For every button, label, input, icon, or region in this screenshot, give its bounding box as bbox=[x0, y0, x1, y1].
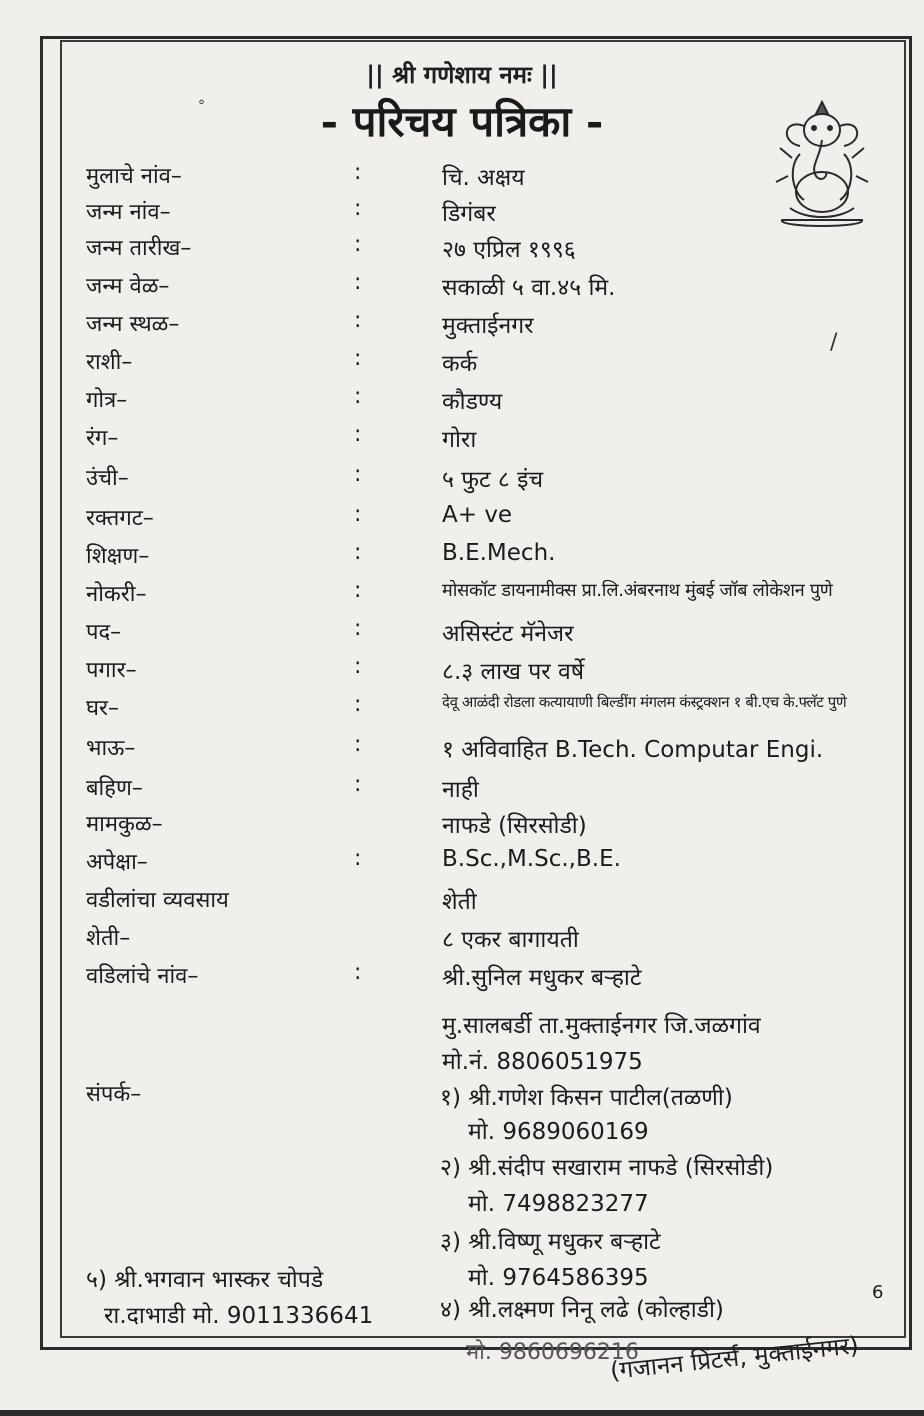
detail-row bbox=[0, 462, 924, 496]
detail-separator: : bbox=[354, 732, 362, 757]
detail-value: कर्क bbox=[442, 351, 478, 377]
detail-separator: : bbox=[354, 346, 362, 371]
detail-label: मुलाचे नांव– bbox=[86, 164, 182, 189]
detail-separator: : bbox=[354, 502, 362, 527]
detail-value: नाही bbox=[442, 777, 479, 803]
document-title: - परिचय पत्रिका - bbox=[320, 97, 604, 146]
detail-value: २७ एप्रिल १९९६ bbox=[442, 237, 576, 263]
detail-value: ५ फुट ८ इंच bbox=[442, 467, 544, 493]
detail-label: उंची– bbox=[86, 466, 129, 491]
detail-label: जन्म तारीख– bbox=[86, 236, 192, 261]
detail-value: सकाळी ५ वा.४५ मि. bbox=[442, 275, 616, 301]
detail-separator: : bbox=[354, 422, 362, 447]
detail-label: जन्म स्थळ– bbox=[86, 312, 180, 337]
detail-row bbox=[0, 308, 924, 342]
detail-value: देवू आळंदी रोडला कत्यायाणी बिल्डींग मंगलम कंस्ट्रक्शन १ बी.एच के.फ्लॅट पुणे bbox=[442, 693, 847, 711]
detail-value: शेती bbox=[442, 889, 477, 915]
detail-label: शेती– bbox=[86, 926, 131, 951]
detail-value: नाफडे (सिरसोडी) bbox=[442, 813, 587, 839]
detail-row bbox=[0, 232, 924, 266]
detail-value: कौडण्य bbox=[442, 389, 503, 415]
detail-value: मोसकॉट डायनामीक्स प्रा.लि.अंबरनाथ मुंबई जॉब लोकेशन पुणे bbox=[442, 580, 833, 601]
printer-credit: (गजानन प्रिंटर्स, मुक्ताईनगर) bbox=[608, 1331, 860, 1386]
detail-row bbox=[0, 772, 924, 806]
detail-value: ८.३ लाख पर वर्षे bbox=[442, 659, 585, 685]
detail-row bbox=[0, 346, 924, 380]
contact-label: संपर्क– bbox=[86, 1082, 142, 1107]
detail-value: B.E.Mech. bbox=[442, 540, 556, 566]
detail-row bbox=[0, 196, 924, 230]
detail-separator: : bbox=[354, 578, 362, 603]
detail-label: जन्म नांव– bbox=[86, 200, 171, 225]
detail-separator: : bbox=[354, 772, 362, 797]
detail-value: असिस्टंट मॅनेजर bbox=[442, 621, 574, 647]
contact-entry-2: २) श्री.संदीप सखाराम नाफडे (सिरसोडी) bbox=[440, 1155, 774, 1181]
contact-phone-4: मो. 9860696216 bbox=[466, 1340, 639, 1365]
detail-separator: : bbox=[354, 654, 362, 679]
detail-separator: : bbox=[354, 540, 362, 565]
detail-row bbox=[0, 846, 924, 880]
detail-row bbox=[0, 616, 924, 650]
detail-label: बहिण– bbox=[86, 776, 143, 801]
detail-row bbox=[0, 540, 924, 574]
detail-separator: : bbox=[354, 232, 362, 257]
detail-separator: : bbox=[354, 160, 362, 185]
detail-label: राशी– bbox=[86, 350, 133, 375]
detail-label: जन्म वेळ– bbox=[86, 274, 170, 299]
detail-row bbox=[0, 960, 924, 994]
contact-phone-3: मो. 9764586395 bbox=[468, 1265, 649, 1291]
detail-label: मामकुळ– bbox=[86, 812, 163, 837]
detail-value: A+ ve bbox=[442, 502, 513, 528]
invocation-heading: || श्री गणेशाय नमः || bbox=[366, 61, 558, 89]
detail-value: १ अविवाहित B.Tech. Computar Engi. bbox=[442, 737, 824, 763]
detail-separator: : bbox=[354, 462, 362, 487]
detail-row bbox=[0, 922, 924, 956]
detail-row bbox=[0, 732, 924, 766]
detail-row bbox=[0, 654, 924, 688]
detail-row bbox=[0, 884, 924, 918]
detail-label: घर– bbox=[86, 696, 120, 721]
detail-row bbox=[0, 384, 924, 418]
detail-label: नोकरी– bbox=[86, 582, 147, 607]
pen-mark: / bbox=[830, 330, 838, 355]
detail-value: मुक्ताईनगर bbox=[442, 313, 534, 339]
contact-entry-5-name: ५) श्री.भगवान भास्कर चोपडे bbox=[86, 1267, 324, 1293]
detail-separator: : bbox=[354, 384, 362, 409]
detail-row bbox=[0, 808, 924, 842]
detail-value: चि. अक्षय bbox=[442, 165, 525, 191]
detail-separator: : bbox=[354, 846, 362, 871]
detail-label: अपेक्षा– bbox=[86, 850, 148, 875]
detail-label: शिक्षण– bbox=[86, 544, 150, 569]
detail-label: गोत्र– bbox=[86, 388, 128, 413]
detail-row bbox=[0, 692, 924, 726]
detail-label: वडिलांचे नांव– bbox=[86, 964, 199, 989]
contact-entry-4: ४) श्री.लक्ष्मण निनू लढे (कोल्हाडी) bbox=[440, 1297, 724, 1323]
contact-entry-5-phone: रा.दाभाडी मो. 9011336641 bbox=[104, 1303, 374, 1329]
detail-value: डिगंबर bbox=[442, 201, 496, 227]
detail-value: B.Sc.,M.Sc.,B.E. bbox=[442, 846, 621, 872]
detail-label: रक्तगट– bbox=[86, 506, 154, 531]
detail-separator: : bbox=[354, 196, 362, 221]
contact-entry-1: १) श्री.गणेश किसन पाटील(तळणी) bbox=[440, 1085, 733, 1111]
detail-separator: : bbox=[354, 692, 362, 717]
detail-row bbox=[0, 502, 924, 536]
detail-separator: : bbox=[354, 960, 362, 985]
detail-label: वडीलांचा व्यवसाय bbox=[86, 888, 229, 913]
ink-dot: ° bbox=[198, 98, 205, 114]
detail-label: भाऊ– bbox=[86, 736, 136, 761]
detail-row bbox=[0, 422, 924, 456]
detail-row bbox=[0, 270, 924, 304]
detail-value: श्री.सुनिल मधुकर बऱ्हाटे bbox=[442, 965, 642, 991]
detail-row bbox=[0, 160, 924, 194]
detail-separator: : bbox=[354, 308, 362, 333]
contact-entry-3: ३) श्री.विष्णू मधुकर बऱ्हाटे bbox=[440, 1229, 661, 1255]
detail-label: पगार– bbox=[86, 658, 137, 683]
bottom-edge bbox=[0, 1410, 924, 1416]
contact-phone-1: मो. 9689060169 bbox=[468, 1119, 649, 1145]
detail-separator: : bbox=[354, 270, 362, 295]
detail-value: ८ एकर बागायती bbox=[442, 927, 579, 953]
detail-value: गोरा bbox=[442, 427, 477, 453]
contact-phone-2: मो. 7498823277 bbox=[468, 1191, 649, 1217]
father-phone: मो.नं. 8806051975 bbox=[442, 1049, 643, 1075]
father-village: मु.सालबर्डी ता.मुक्ताईनगर जि.जळगांव bbox=[442, 1013, 761, 1039]
detail-label: पद– bbox=[86, 620, 122, 645]
detail-separator: : bbox=[354, 616, 362, 641]
page-number: 6 bbox=[872, 1282, 884, 1303]
detail-row bbox=[0, 578, 924, 612]
detail-label: रंग– bbox=[86, 426, 119, 451]
